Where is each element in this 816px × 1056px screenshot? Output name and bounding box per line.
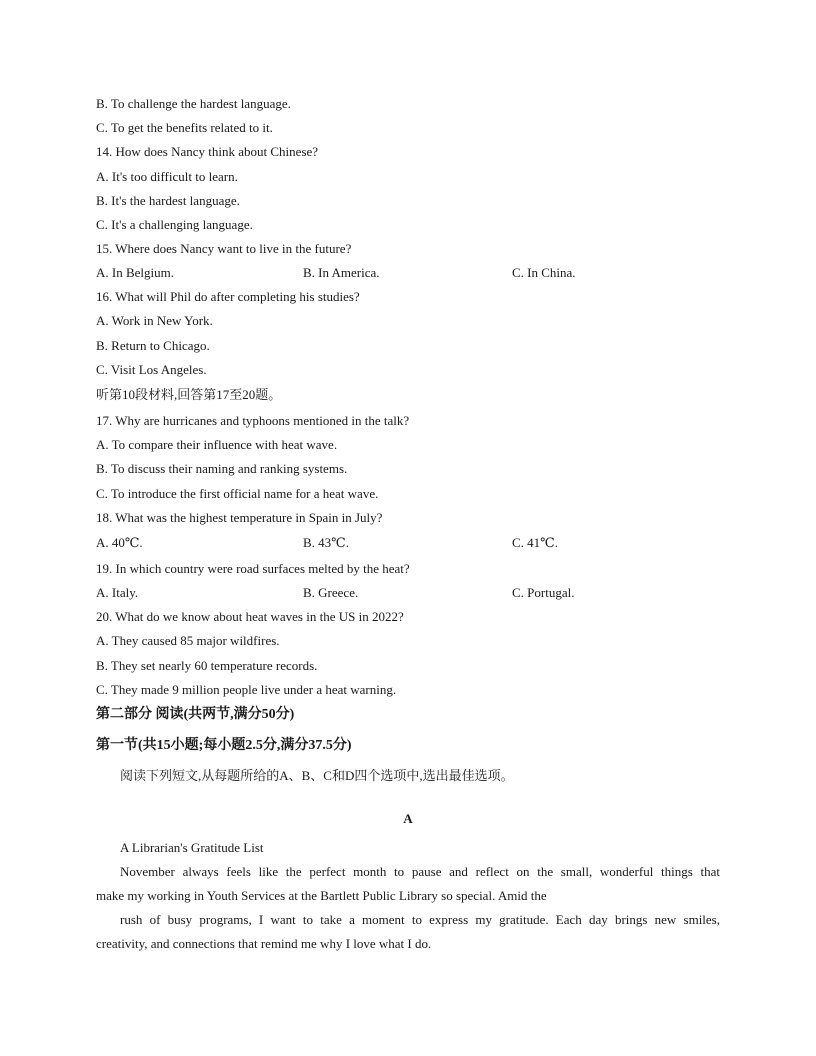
q13-option-b: B. To challenge the hardest language. (96, 96, 291, 111)
q18-option-a: A. 40℃. (96, 535, 143, 550)
listening-instruction: 听第10段材料,回答第17至20题。 (96, 387, 282, 402)
q20-option-b: B. They set nearly 60 temperature records. (96, 658, 318, 673)
section-one-heading: 第一节(共15小题;每小题2.5分,满分37.5分) (96, 738, 352, 753)
q17-option-b: B. To discuss their naming and ranking systems. (96, 461, 348, 476)
q16-option-b: B. Return to Chicago. (96, 338, 210, 353)
part-two-heading: 第二部分 阅读(共两节,满分50分) (96, 707, 295, 722)
q15-option-b: B. In America. (303, 265, 380, 280)
reading-instruction: 阅读下列短文,从每题所给的A、B、C和D四个选项中,选出最佳选项。 (120, 768, 514, 783)
q18-option-c: C. 41℃. (512, 535, 558, 550)
q19-option-b: B. Greece. (303, 585, 359, 600)
q16-option-a: A. Work in New York. (96, 313, 213, 328)
q14-option-b: B. It's the hardest language. (96, 193, 240, 208)
question-20: 20. What do we know about heat waves in the US in 2022? (96, 609, 404, 624)
question-16: 16. What will Phil do after completing his studies? (96, 289, 360, 304)
q18-option-b: B. 43℃. (303, 535, 349, 550)
question-14: 14. How does Nancy think about Chinese? (96, 144, 319, 159)
question-18: 18. What was the highest temperature in Spain in July? (96, 510, 383, 525)
q14-option-a: A. It's too difficult to learn. (96, 169, 238, 184)
question-17: 17. Why are hurricanes and typhoons mentioned in the talk? (96, 413, 410, 428)
q15-option-c: C. In China. (512, 265, 576, 280)
q19-option-a: A. Italy. (96, 585, 139, 600)
q16-option-c: C. Visit Los Angeles. (96, 362, 207, 377)
question-15: 15. Where does Nancy want to live in the future? (96, 241, 352, 256)
paragraph-2-line-1: rush of busy programs, I want to take a moment to express my gratitude. Each day brings new smiles, (120, 912, 720, 927)
q13-option-c: C. To get the benefits related to it. (96, 120, 273, 135)
q19-option-c: C. Portugal. (512, 585, 575, 600)
q17-option-c: C. To introduce the first official name for a heat wave. (96, 486, 379, 501)
question-19: 19. In which country were road surfaces melted by the heat? (96, 561, 410, 576)
passage-title: A Librarian's Gratitude List (120, 840, 264, 855)
passage-label: A (403, 811, 413, 826)
paragraph-1-line-2: make my working in Youth Services at the Bartlett Public Library so special. Amid the (96, 888, 547, 903)
paragraph-1-line-1: November always feels like the perfect month to pause and reflect on the small, wonderful things that (120, 864, 720, 879)
q15-option-a: A. In Belgium. (96, 265, 174, 280)
q20-option-a: A. They caused 85 major wildfires. (96, 633, 280, 648)
q20-option-c: C. They made 9 million people live under a heat warning. (96, 682, 397, 697)
q14-option-c: C. It's a challenging language. (96, 217, 253, 232)
paragraph-2-line-2: creativity, and connections that remind me why I love what I do. (96, 936, 432, 951)
q17-option-a: A. To compare their influence with heat wave. (96, 437, 338, 452)
